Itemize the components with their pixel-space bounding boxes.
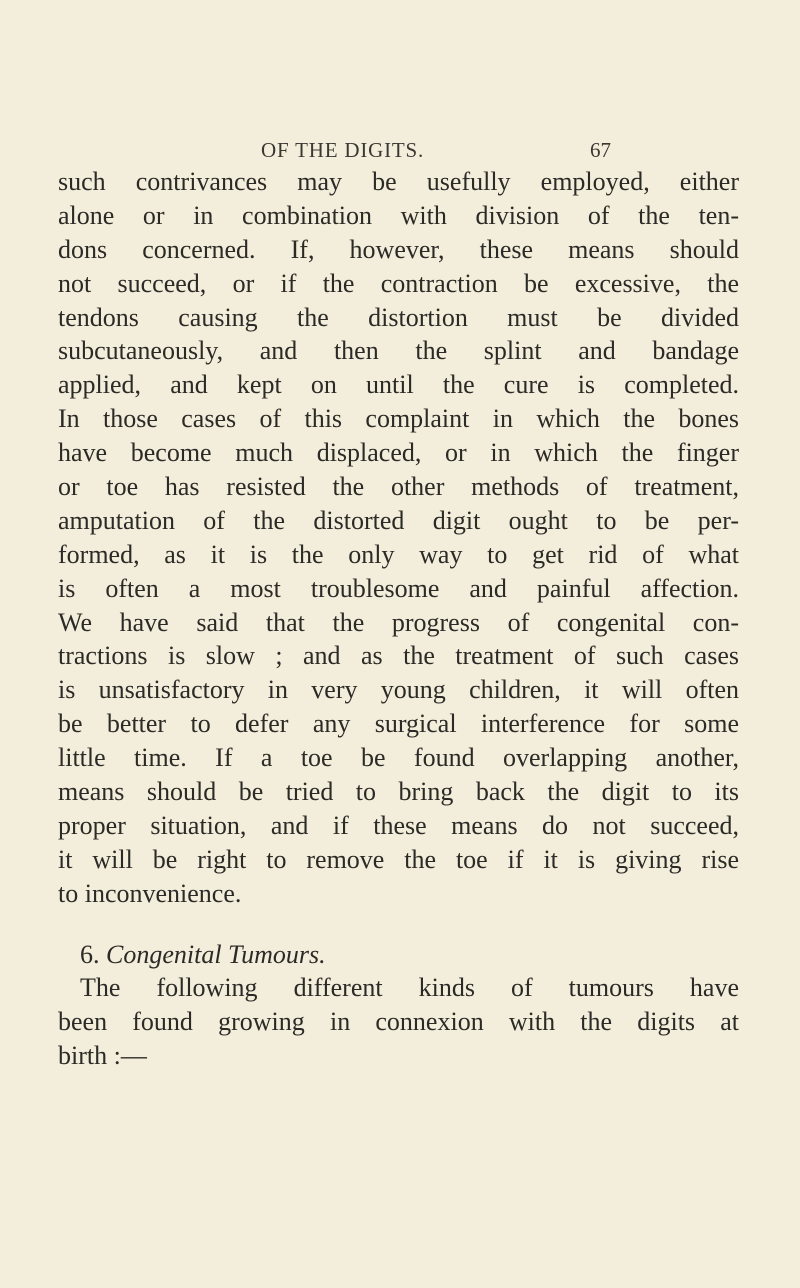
text-line: means should be tried to bring back the digit to its — [58, 777, 739, 807]
section-gap — [58, 911, 739, 938]
text-line: We have said that the progress of congenital con- — [58, 607, 739, 637]
text-line: not succeed, or if the contraction be excessive, the — [58, 268, 739, 298]
text-line: applied, and kept on until the cure is completed. — [58, 370, 739, 400]
text-line: be better to defer any surgical interference for some — [58, 709, 739, 739]
text-line: have become much displaced, or in which the finger — [58, 438, 739, 468]
text-line: In those cases of this complaint in which the bones — [58, 404, 739, 434]
running-head — [0, 138, 800, 168]
text-line: such contrivances may be usefully employed, either — [58, 167, 739, 196]
paragraph — [58, 165, 739, 911]
text-line: amputation of the distorted digit ought to be per- — [58, 505, 739, 535]
text-line: to inconvenience. — [58, 878, 242, 908]
text-line: alone or in combination with division of the ten- — [58, 200, 739, 230]
body-text — [58, 165, 739, 1073]
text-line: is unsatisfactory in very young children, it will often — [58, 675, 739, 705]
text-line: birth :— — [58, 1041, 147, 1071]
text-line: tractions is slow ; and as the treatment of such cases — [58, 641, 739, 671]
text-line: or toe has resisted the other methods of treatment, — [58, 472, 739, 502]
running-title: OF THE DIGITS. — [261, 138, 425, 162]
page-number: 67 — [590, 138, 611, 162]
text-line: little time. If a toe be found overlapping another, — [58, 743, 739, 773]
text-line: subcutaneously, and then the splint and bandage — [58, 336, 739, 366]
paragraph — [58, 971, 739, 1073]
text-line: formed, as it is the only way to get rid of what — [58, 539, 739, 569]
text-line: tendons causing the distortion must be divided — [58, 302, 739, 332]
text-line: is often a most troublesome and painful affection. — [58, 573, 739, 603]
text-line: dons concerned. If, however, these means should — [58, 234, 739, 264]
text-line: it will be right to remove the toe if it is giving rise — [58, 844, 739, 874]
section-heading — [58, 938, 739, 972]
section-number: 6. — [80, 939, 100, 969]
text-line: proper situation, and if these means do not succeed, — [58, 810, 739, 840]
text-line: been found growing in connexion with the digits at — [58, 1007, 739, 1037]
section-title: Congenital Tumours. — [106, 939, 326, 969]
text-line: The following different kinds of tumours have — [80, 973, 739, 1003]
